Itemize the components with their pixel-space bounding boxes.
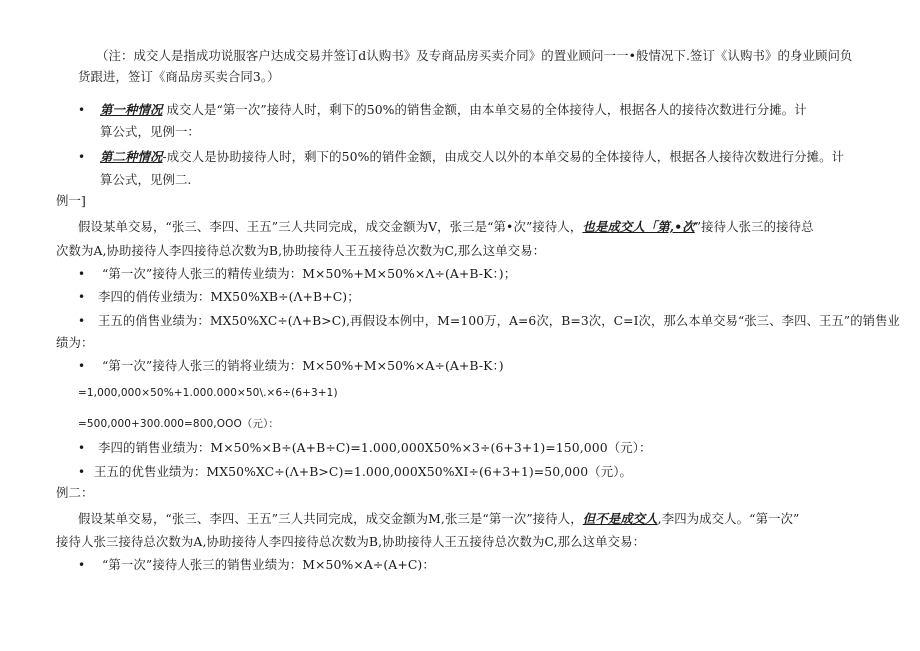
example-1-bullet-1: “第一次”接待人张三的精传业绩为：M×50%+M×50%×Λ÷(A+B-K：)；	[102, 266, 517, 281]
case-2-label: 第二种情况	[100, 149, 163, 164]
example-1-p1em: 也是成交人「第,•次	[582, 219, 695, 234]
example-1-bullet-5: 李四的销售业绩为：M×50%×B÷(A+B÷C)=1.000,000X50%×3÷(6+3+1)=150,000（元）：	[98, 440, 652, 455]
bullet-case-2: •	[78, 150, 86, 164]
case-1-label: 第一种情况	[100, 102, 163, 117]
case-1-text: 成交人是“第一次”接待人时，剩下的50%的销售金额，由本单交易的全体接待人，根据各人的接待次数进行分摊。计	[162, 102, 807, 117]
bullet-ex1-6: •	[78, 465, 86, 479]
example-2-p1a: 假设某单交易，“张三、李四、王五”三人共同完成，成交金额为M,张三是“第一次”接待人，	[78, 511, 583, 526]
calculation-line-1: =1,000,000×50%+1.000.000×50\.×6÷(6+3+1)	[78, 387, 338, 399]
example-1-p1a: 假设某单交易，“张三、李四、王五”三人共同完成，成交金额为V，张三是“第•次”接待人，	[78, 219, 583, 234]
case-2-continuation: 算公式，见例二.	[100, 172, 192, 187]
bullet-ex2-1: •	[78, 558, 86, 572]
bullet-ex1-2: •	[78, 290, 86, 304]
example-1-heading: 例一]	[56, 193, 86, 208]
bullet-ex1-5: •	[78, 441, 86, 455]
example-2-p1b: ,李四为成交人。“第一次”	[657, 511, 800, 526]
example-1-bullet-3: 王五的俏售业绩为：MX50%XC÷(Λ+B>C),再假设本例中，M=100万，A=6次，B=3次，C=I次，那么本单交易“张三、李四、王五”的销售业	[98, 313, 900, 328]
calculation-line-2: =500,000+300.000=800,OOO（元）：	[78, 418, 279, 430]
example-1-bullet-4: “第一次”接待人张三的销将业绩为：M×50%+M×50%×A÷(A+B-K：)	[102, 358, 504, 373]
bullet-ex1-3: •	[78, 314, 86, 328]
example-2-paragraph-line-2: 接待人张三接待总次数为A,协助接待人李四接待总次数为B,协助接待人王五接待总次数为C,那么这单交易：	[56, 534, 646, 549]
example-1-bullet-3-continuation: 绩为：	[56, 335, 94, 350]
bullet-ex1-1: •	[78, 267, 86, 281]
example-1-bullet-2: 李四的俏传业绩为：MX50%XB÷(Λ+B+C)；	[98, 289, 360, 304]
case-1-line	[100, 102, 807, 118]
example-2-paragraph-line-1	[78, 511, 800, 527]
example-1-paragraph-line-2: 次数为A,协助接待人李四接待总次数为B,协助接待人王五接待总次数为C,那么这单交易：	[56, 243, 546, 258]
note-line-2: 货跟进，签订《商品房买卖合同3。）	[78, 69, 280, 84]
case-2-line	[100, 149, 844, 165]
bullet-case-1: •	[78, 103, 86, 117]
example-1-paragraph-line-1	[78, 219, 814, 235]
example-1-bullet-6: 王五的优售业绩为：MX50%XC÷(Λ+B>C)=1.000,000X50%XI÷(6+3+1)=50,000（元）。	[94, 464, 632, 479]
case-1-continuation: 算公式，见例一：	[100, 124, 200, 139]
note-line-1: （注：成交人是指成功说服客户达成交易并签订d认购书》及专商品房买卖介同》的置业顾问一一•般情况下.签订《认购书》的身业顾问负	[96, 48, 853, 63]
example-1-p1b: ”接待人张三的接待总	[694, 219, 814, 234]
bullet-ex1-4: •	[78, 359, 86, 373]
case-2-text: -成交人是协助接待人时，剩下的50%的销件金额，由成交人以外的本单交易的全体接待人，根据各人接待次数进行分摊。计	[162, 149, 845, 164]
example-2-heading: 例二：	[56, 485, 94, 500]
example-2-bullet-1: “第一次”接待人张三的销售业绩为：M×50%×A÷(A+C)：	[102, 557, 435, 572]
example-2-p1em: 但不是成交人	[582, 511, 658, 526]
